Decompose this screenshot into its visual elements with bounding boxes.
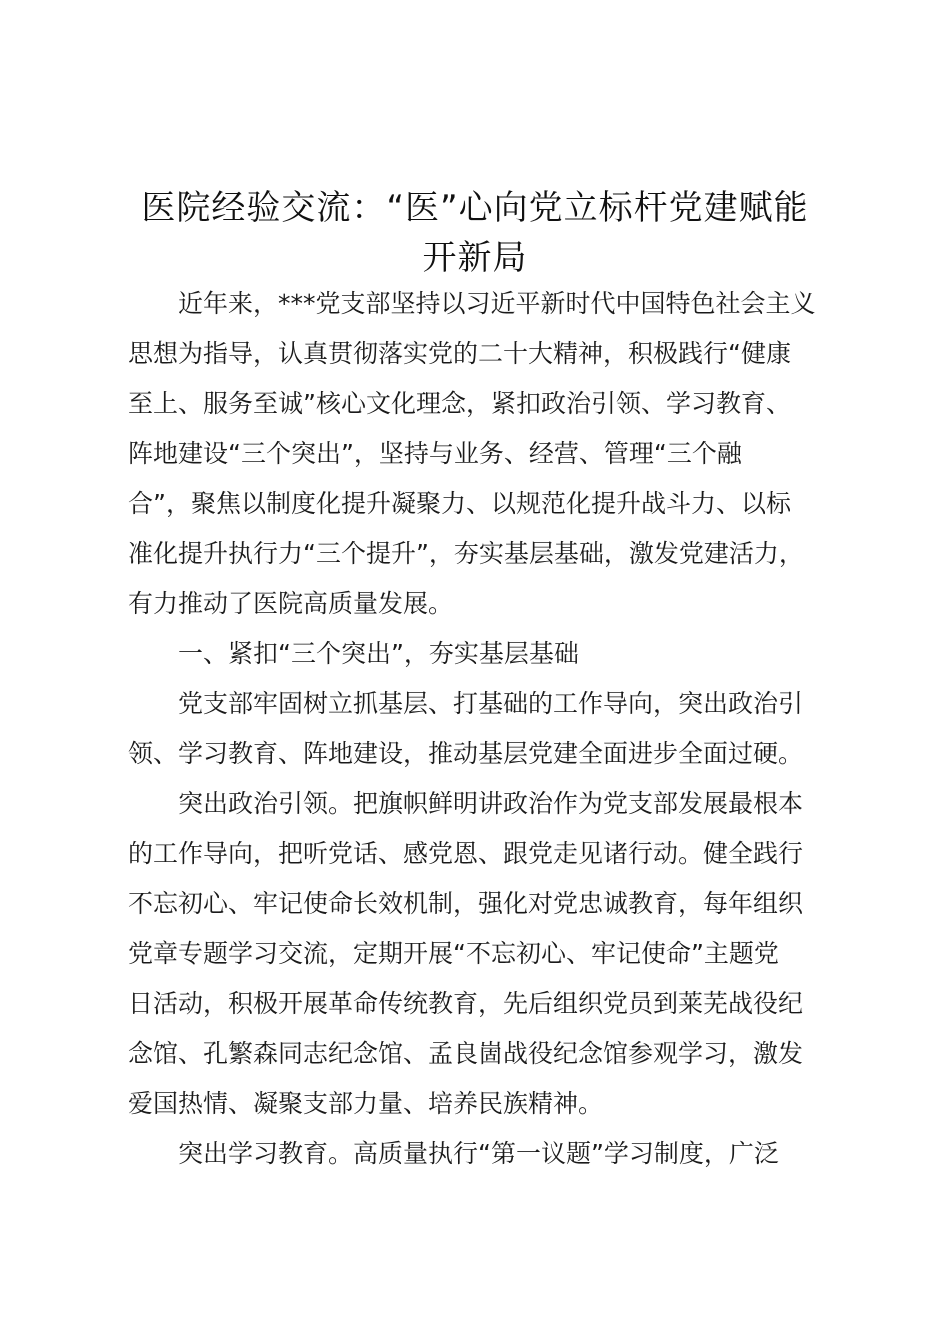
body-line-17: 突出学习教育。高质量执行“第一议题”学习制度，广泛 [178,1139,779,1168]
body-line-16: 爱国热情、凝聚支部力量、培养民族精神。 [128,1089,604,1118]
body-line-10: 突出政治引领。把旗帜鲜明讲政治作为党支部发展最根本 [178,789,804,818]
section-heading-1: 一、紧扣“三个突出”，夯实基层基础 [178,639,579,668]
body-line-9: 领、学习教育、阵地建设，推动基层党建全面进步全面过硬。 [128,739,804,768]
body-line-4: 阵地建设“三个突出”，坚持与业务、经营、管理“三个融 [128,439,742,468]
body-line-13: 党章专题学习交流，定期开展“不忘初心、牢记使命”主题党 [128,939,779,968]
body-line-11: 的工作导向，把听党话、感党恩、跟党走见诸行动。健全践行 [128,839,804,868]
body-line-5: 合”，聚焦以制度化提升凝聚力、以规范化提升战斗力、以标 [128,489,791,518]
body-line-2: 思想为指导，认真贯彻落实党的二十大精神，积极践行“健康 [128,339,791,368]
body-line-6: 准化提升执行力“三个提升”，夯实基层基础，激发党建活力， [128,539,804,568]
body-line-12: 不忘初心、牢记使命长效机制，强化对党忠诚教育，每年组织 [128,889,804,918]
body-line-3: 至上、服务至诚”核心文化理念，紧扣政治引领、学习教育、 [128,389,791,418]
body-line-7: 有力推动了医院高质量发展。 [128,589,454,618]
body-line-1: 近年来，***党支部坚持以习近平新时代中国特色社会主义 [178,289,816,318]
body-line-14: 日活动，积极开展革命传统教育，先后组织党员到莱芜战役纪 [128,989,804,1018]
document-title-line-1: 医院经验交流：“医”心向党立标杆党建赋能 [141,188,809,228]
document-title-line-2: 开新局 [422,238,528,278]
body-line-15: 念馆、孔繁森同志纪念馆、孟良崮战役纪念馆参观学习，激发 [128,1039,804,1068]
body-line-8: 党支部牢固树立抓基层、打基础的工作导向，突出政治引 [178,689,804,718]
